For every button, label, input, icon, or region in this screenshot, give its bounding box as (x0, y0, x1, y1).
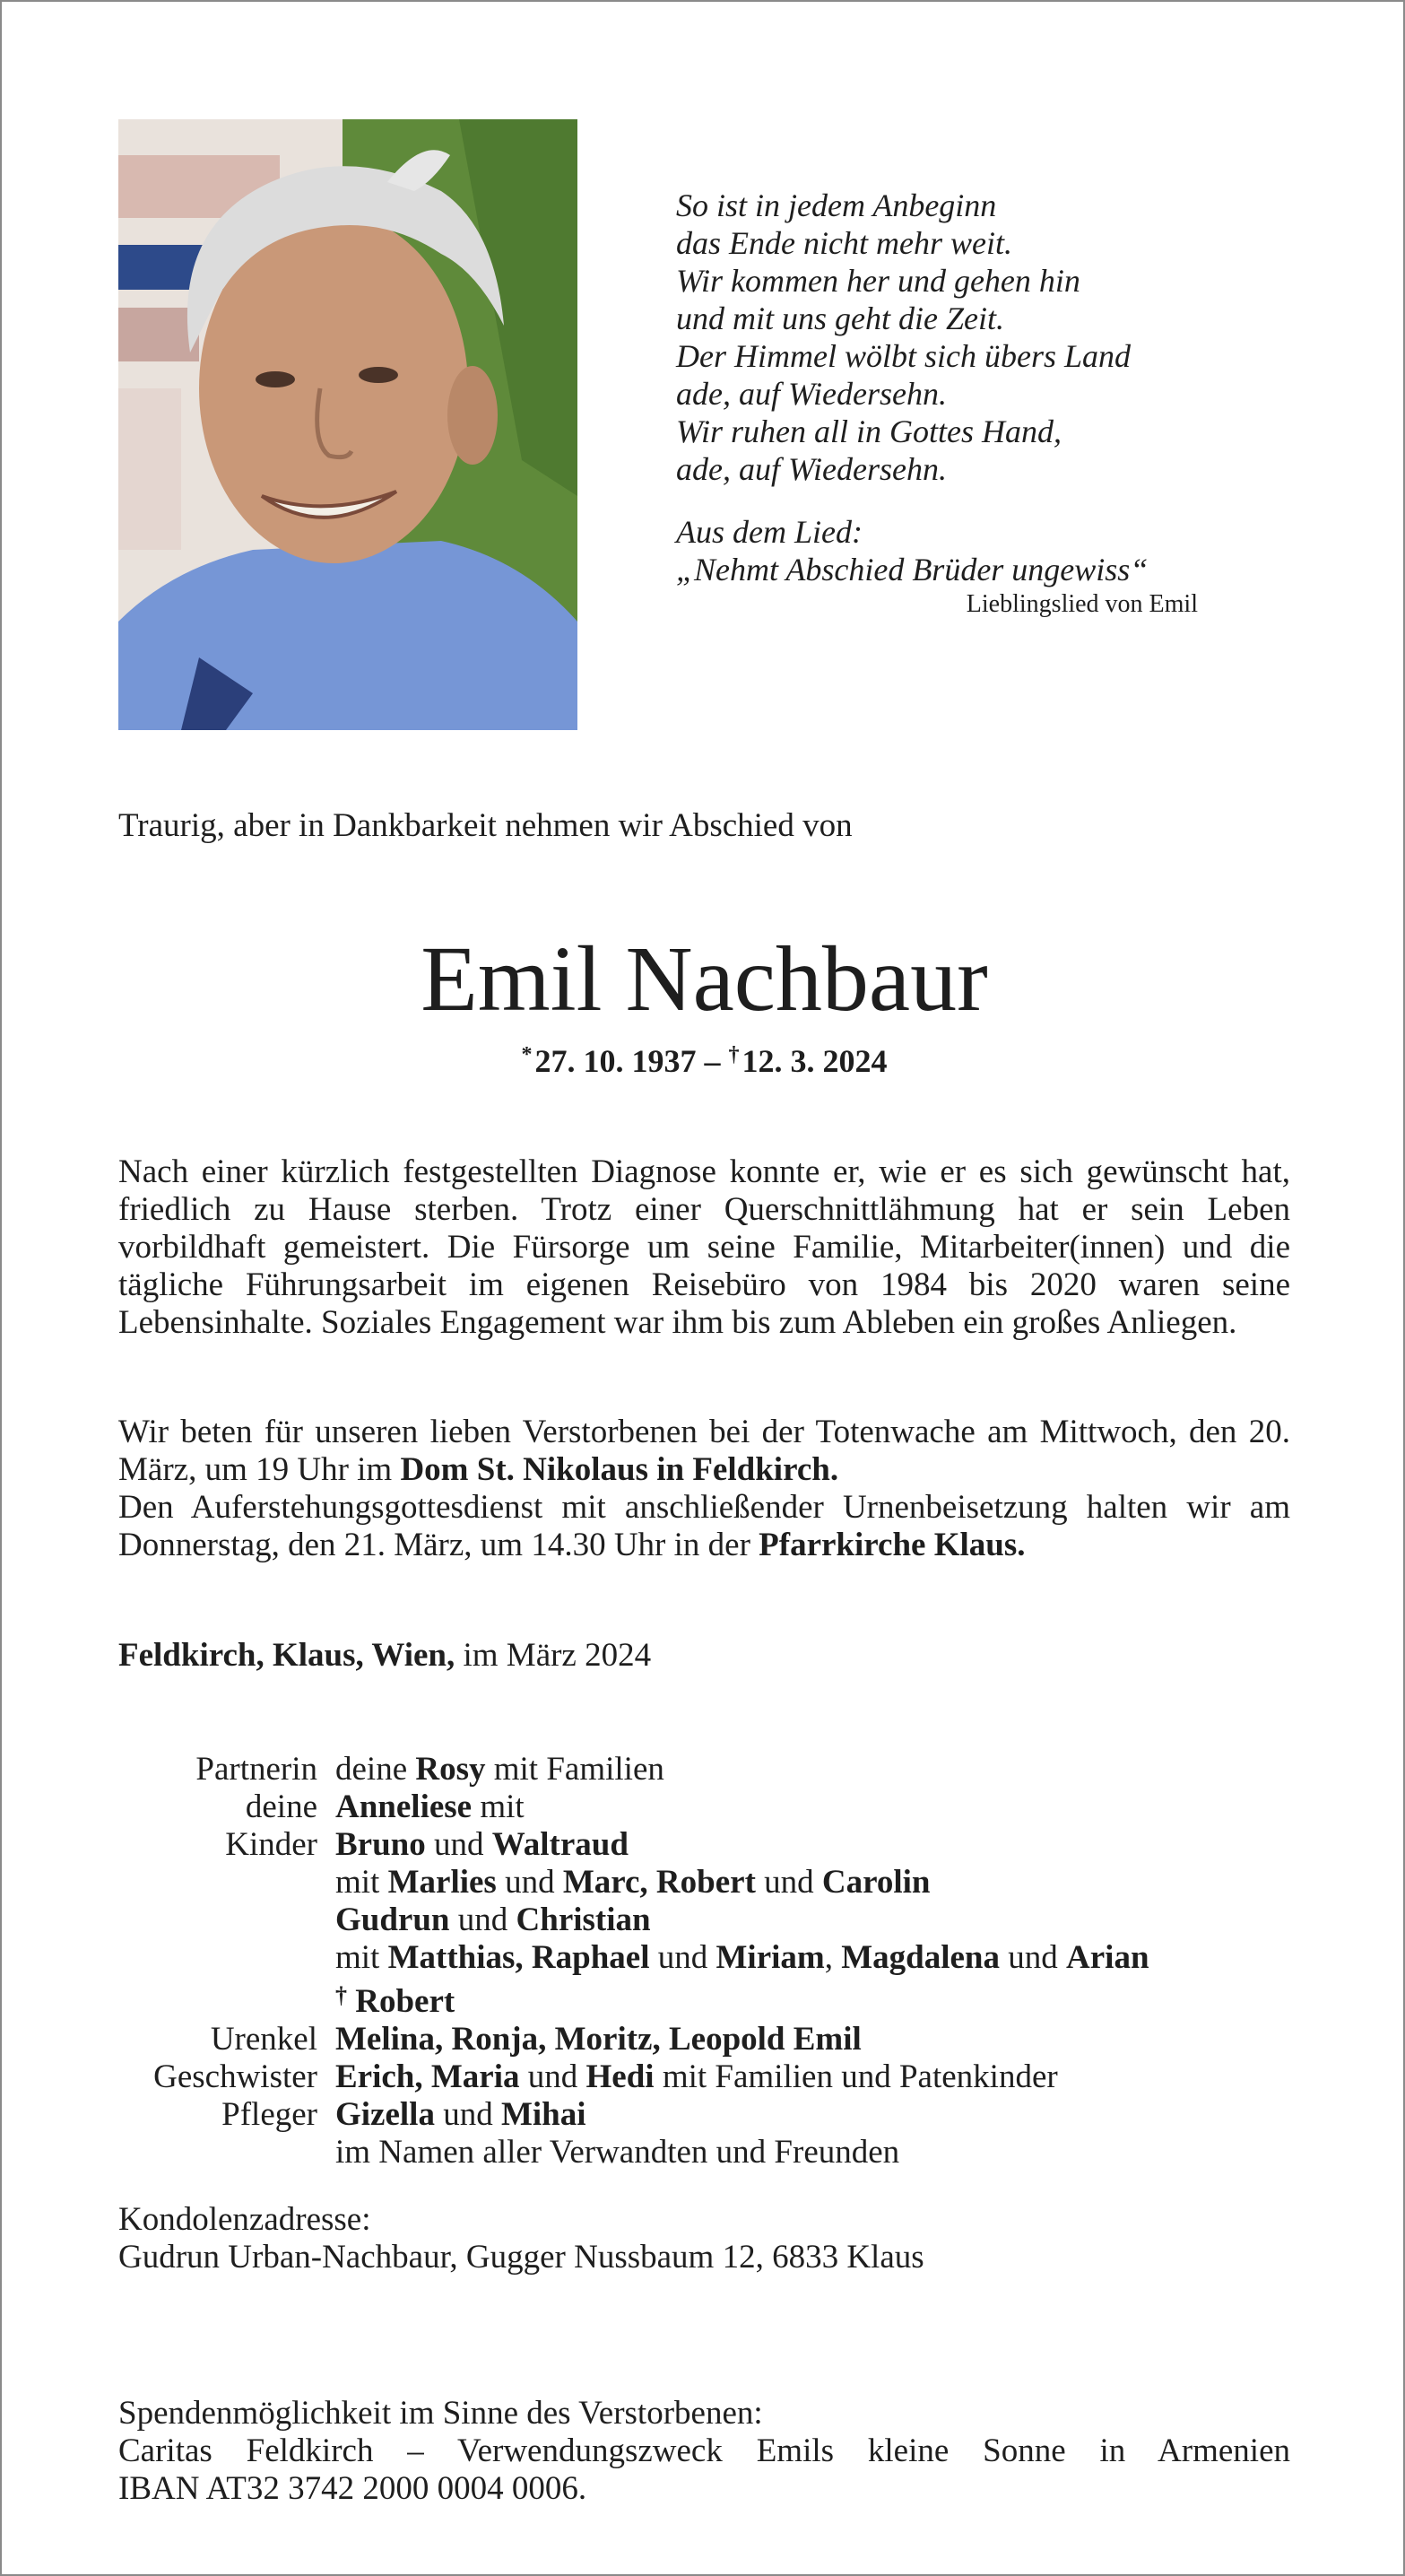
family-text: und (496, 1864, 563, 1901)
cross-symbol: † (335, 1982, 347, 2008)
grandchild-name: Marlies (387, 1864, 497, 1901)
family-row-closing (118, 2134, 1311, 2171)
portrait-photo-icon (118, 119, 577, 730)
place-date (118, 1636, 651, 1675)
grandchild-name: Carolin (821, 1864, 931, 1901)
condolence-label: Kondolenzadresse: (118, 2201, 371, 2238)
family-row-deceased-child (118, 1977, 1311, 2021)
family-text: mit Familien und Patenkinder (654, 2058, 1058, 2095)
family-text: und (449, 1902, 516, 1938)
life-dates (2, 1042, 1405, 1080)
wake-info (118, 1414, 1290, 1489)
child-name: Waltraud (491, 1826, 629, 1863)
great-grandchildren-label: Urenkel (210, 2021, 317, 2058)
birth-symbol: * (521, 1043, 533, 1066)
grandchild-name: Miriam (716, 1939, 825, 1976)
grandchild-name: Magdalena (841, 1939, 1001, 1976)
family-text: und (425, 1826, 492, 1863)
family-row-carers (118, 2096, 1311, 2134)
poem-source-label: Aus dem Lied: (676, 514, 863, 550)
death-symbol: † (728, 1043, 740, 1066)
carers-label: Pfleger (221, 2096, 317, 2133)
family-row-children-3 (118, 1902, 1311, 1939)
deceased-name: Emil Nachbaur (421, 927, 988, 1031)
poem (676, 187, 1196, 621)
family-text: mit (472, 1788, 525, 1825)
date-separator: – (696, 1043, 729, 1079)
family-text: und (1000, 1939, 1067, 1976)
family-list (118, 1751, 1311, 2171)
child-name: Anneliese (335, 1788, 473, 1825)
great-grandchildren-names: Melina, Ronja, Moritz, Leopold Emil (335, 2021, 862, 2058)
child-name: Christian (516, 1902, 651, 1938)
donation-iban: IBAN AT32 3742 2000 0004 0006. (118, 2470, 587, 2507)
family-text: deine (335, 1751, 416, 1788)
poem-line: und mit uns geht die Zeit. (676, 300, 1004, 336)
family-text: mit (335, 1939, 388, 1976)
family-row-children-2 (118, 1826, 1311, 1864)
condolence-address-text: Gudrun Urban-Nachbaur, Gugger Nussbaum 12, 6833 Klaus (118, 2239, 924, 2276)
poem-line: So ist in jedem Anbeginn (676, 187, 997, 223)
birth-date: 27. 10. 1937 (534, 1043, 697, 1079)
family-row-siblings (118, 2058, 1311, 2096)
child-name: Robert (347, 1983, 455, 2020)
funeral-info (118, 1489, 1290, 1564)
grandchild-name: Matthias, Raphael (387, 1939, 650, 1976)
family-row-children-1 (118, 1788, 1311, 1826)
carer-name: Mihai (500, 2096, 586, 2133)
family-text: mit (335, 1864, 388, 1901)
condolence-address (118, 2201, 924, 2276)
service-paragraph (118, 1414, 1290, 1564)
family-text: mit Familien (485, 1751, 664, 1788)
child-name: Bruno (335, 1826, 426, 1863)
carer-name: Gizella (335, 2096, 435, 2133)
partner-label: Partnerin (195, 1751, 317, 1788)
family-text: und (519, 2058, 586, 2095)
places: Feldkirch, Klaus, Wien, (118, 1637, 455, 1674)
donation-info (118, 2395, 1290, 2508)
family-row-partner (118, 1751, 1311, 1788)
sibling-name: Hedi (585, 2058, 655, 2095)
poem-line: ade, auf Wiedersehn. (676, 451, 947, 487)
grandchild-name: Marc, Robert (562, 1864, 756, 1901)
intro-text: Traurig, aber in Dankbarkeit nehmen wir Abschied von (118, 807, 853, 844)
grandchild-name: Arian (1066, 1939, 1149, 1976)
family-text: und (755, 1864, 822, 1901)
family-closing: im Namen aller Verwandten und Freunden (335, 2134, 900, 2171)
poem-line: ade, auf Wiedersehn. (676, 376, 947, 412)
biography-paragraph: Nach einer kürzlich festgestellten Diagnose konnte er, wie er es sich gewünscht hat, friedlich zu Hause sterben. Trotz einer Querschnittlähmung hat er sein Leben vorbildhaft gemeistert. Die Fürsorge um seine Familie, Mitarbeiter(innen) und die tägliche Führungsarbeit im eigenen Reisebüro von 1984 bis 2020 waren seine Lebensinhalte. Soziales Engagement war ihm bis zum Ableben ein großes Anliegen. (118, 1153, 1290, 1341)
poem-line: Der Himmel wölbt sich übers Land (676, 338, 1131, 374)
poem-line: das Ende nicht mehr weit. (676, 225, 1012, 261)
donation-purpose: Caritas Feldkirch – Verwendungszweck Emils kleine Sonne in Armenien (118, 2432, 1290, 2469)
family-row-great-grandchildren (118, 2021, 1311, 2058)
family-text: und (649, 1939, 716, 1976)
portrait-photo (118, 119, 577, 730)
siblings-label: Geschwister (153, 2058, 317, 2095)
donation-label: Spendenmöglichkeit im Sinne des Verstorbenen: (118, 2395, 763, 2432)
death-date: 12. 3. 2024 (742, 1043, 888, 1079)
children-label-2: Kinder (225, 1826, 317, 1863)
funeral-location: Pfarrkirche Klaus. (759, 1527, 1026, 1563)
wake-location: Dom St. Nikolaus in Feldkirch. (400, 1451, 839, 1488)
poem-line: Wir ruhen all in Gottes Hand, (676, 413, 1062, 449)
partner-name: Rosy (415, 1751, 486, 1788)
poem-line: Wir kommen her und gehen hin (676, 263, 1080, 299)
funeral-text: Den Auferstehungsgottesdienst mit anschließender Urnenbeisetzung halten wir am Donnerstag, den 21. März, um 14.30 Uhr in der (118, 1489, 1290, 1563)
sibling-name: Erich, Maria (335, 2058, 520, 2095)
family-row-grandchildren-1 (118, 1864, 1311, 1902)
family-row-grandchildren-2 (118, 1939, 1311, 1977)
month-year: im März 2024 (455, 1637, 652, 1674)
child-name: Gudrun (335, 1902, 450, 1938)
wake-text: Wir beten für unseren lieben Verstorbenen bei der Totenwache am Mittwoch, den 20. März, um 19 Uhr im (118, 1414, 1290, 1488)
poem-note: Lieblingslied von Emil (966, 590, 1198, 618)
family-text: , (824, 1939, 842, 1976)
poem-source-title: „Nehmt Abschied Brüder ungewiss“ (676, 552, 1149, 587)
children-label-1: deine (245, 1788, 317, 1825)
family-text: und (434, 2096, 501, 2133)
